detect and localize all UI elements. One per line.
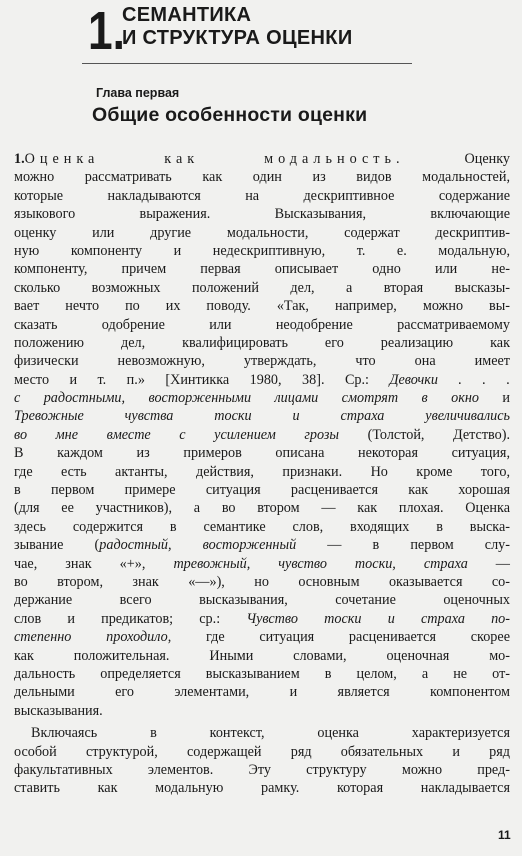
- text-line: [14, 724, 510, 742]
- text-line: [14, 224, 510, 242]
- text-line: [14, 555, 510, 573]
- text-line: [14, 168, 510, 186]
- chapter-title-line-1: СЕМАНТИКА: [122, 4, 252, 26]
- text-run: дальность определяется высказыванием в целом, а не от-: [14, 665, 510, 682]
- text-run: держание всего высказывания, сочетание оценочных: [14, 592, 510, 609]
- page-number: 11: [498, 828, 511, 842]
- text-run: —: [467, 555, 510, 572]
- text-run: оценку или другие модальности, содержат дескриптив-: [14, 224, 510, 241]
- text-run: и: [478, 390, 510, 407]
- text-line: [14, 389, 510, 407]
- italic-example: с радостными, восторженными лицами смотрят в окно: [14, 390, 479, 407]
- text-run: слов и предикатов; ср.:: [14, 610, 247, 627]
- text-line: [14, 205, 510, 223]
- text-line: [14, 242, 510, 260]
- text-run: как положительная. Иными словами, оценочная мо-: [14, 647, 510, 664]
- text-run: здесь содержится в семантике слов, входящих в выска-: [14, 518, 510, 535]
- text-line: [14, 463, 510, 481]
- paragraph: [14, 724, 510, 798]
- text-run: высказывания.: [14, 702, 103, 719]
- text-run: можно рассматривать как один из видов модальностей,: [14, 169, 510, 186]
- text-run: — в первом слу-: [296, 537, 511, 554]
- section-title: Оценка как модальность.: [24, 151, 405, 167]
- italic-example: Чувство тоски и страха по-: [246, 610, 510, 627]
- text-run: физически невозможную, утверждать, что она имеет: [14, 353, 510, 370]
- text-line: [14, 316, 510, 334]
- text-run: особой структурой, содержащей ряд обязательных и ряд: [14, 743, 510, 760]
- text-run: , где ситуация расценивается скорее: [167, 629, 510, 646]
- paragraph: [14, 150, 510, 720]
- text-run: факультативных элементов. Эту структуру можно пред-: [14, 761, 510, 778]
- text-run: языкового выражения. Высказывания, включающие: [14, 206, 510, 223]
- text-run: во втором, знак «—»), но основным оказывается со-: [14, 573, 510, 590]
- text-line: [14, 481, 510, 499]
- text-run: ную компоненту и недескриптивную, т. е. модальную,: [14, 242, 510, 259]
- text-run: компоненту, причем первая описывает одно или не-: [14, 261, 510, 278]
- text-line: [14, 683, 510, 701]
- italic-example: степенно проходило: [14, 629, 168, 646]
- text-line: [14, 407, 510, 425]
- text-line: [14, 426, 510, 444]
- text-line: [14, 518, 510, 536]
- chapter-number: 1.: [88, 1, 125, 61]
- text-run: в первом примере ситуация расценивается как хорошая: [14, 482, 510, 499]
- text-run: ставить как модальную рамку. которая накладывается: [14, 780, 510, 797]
- text-run: (для ее участников), а во втором — как плохая. Оценка: [14, 500, 510, 517]
- text-line: [14, 761, 510, 779]
- text-line: [14, 628, 510, 646]
- text-line: [14, 591, 510, 609]
- text-run: Оценку: [404, 151, 510, 167]
- text-line: [14, 334, 510, 352]
- text-run: сказать одобрение или неодобрение рассматриваемому: [14, 316, 510, 333]
- section-heading: Общие особенности оценки: [92, 104, 368, 126]
- text-run: (Толстой, Детство).: [339, 426, 511, 443]
- text-line: [14, 499, 510, 517]
- text-line: [14, 779, 510, 797]
- text-run: место и т. п.» [Хинтикка 1980, 38]. Ср.:: [14, 371, 390, 388]
- text-run: зывание (: [14, 537, 100, 554]
- italic-example: радостный, восторженный: [99, 537, 297, 554]
- part-label: Глава первая: [96, 86, 180, 100]
- body-text: [14, 150, 510, 798]
- text-run: вает нечто по их поводу. «Так, например, можно вы-: [14, 298, 510, 315]
- chapter-title-line-2: И СТРУКТУРА ОЦЕНКИ: [122, 27, 353, 49]
- text-run: сколько возможных положений дел, а вторая высказы-: [14, 279, 510, 296]
- text-line: [14, 260, 510, 278]
- text-line: [14, 297, 510, 315]
- text-run: где есть актанты, действия, признаки. Но кроме того,: [14, 463, 510, 480]
- text-line: [14, 279, 510, 297]
- text-run: чае, знак «+»,: [14, 555, 174, 572]
- section-number: 1.: [14, 151, 25, 167]
- text-line: [14, 665, 510, 683]
- text-line: [14, 702, 510, 720]
- text-line: [14, 150, 510, 168]
- text-line: [14, 647, 510, 665]
- text-line: [14, 573, 510, 591]
- text-line: [14, 536, 510, 554]
- text-run: дельными его элементами, и является компонентом: [14, 684, 510, 701]
- text-line: [14, 743, 510, 761]
- text-line: [14, 610, 510, 628]
- text-run: В каждом из примеров описана некоторая ситуация,: [14, 445, 510, 462]
- italic-example: Девочки . . .: [389, 371, 510, 388]
- chapter-title: [122, 4, 353, 50]
- text-line: [14, 352, 510, 370]
- text-line: [14, 371, 510, 389]
- text-run: Включаясь в контекст, оценка характеризуется: [31, 725, 510, 742]
- chapter-rule: [82, 63, 412, 64]
- text-line: [14, 187, 510, 205]
- text-line: [14, 444, 510, 462]
- italic-example: Тревожные чувства тоски и страха увеличивались: [14, 408, 510, 425]
- text-run: которые накладываются на дескриптивное содержание: [14, 187, 510, 204]
- text-run: положению дел, квалифицировать его реализацию как: [14, 334, 510, 351]
- italic-example: тревожный, чувство тоски, страха: [173, 555, 468, 572]
- italic-example: во мне вместе с усилением грозы: [14, 426, 340, 443]
